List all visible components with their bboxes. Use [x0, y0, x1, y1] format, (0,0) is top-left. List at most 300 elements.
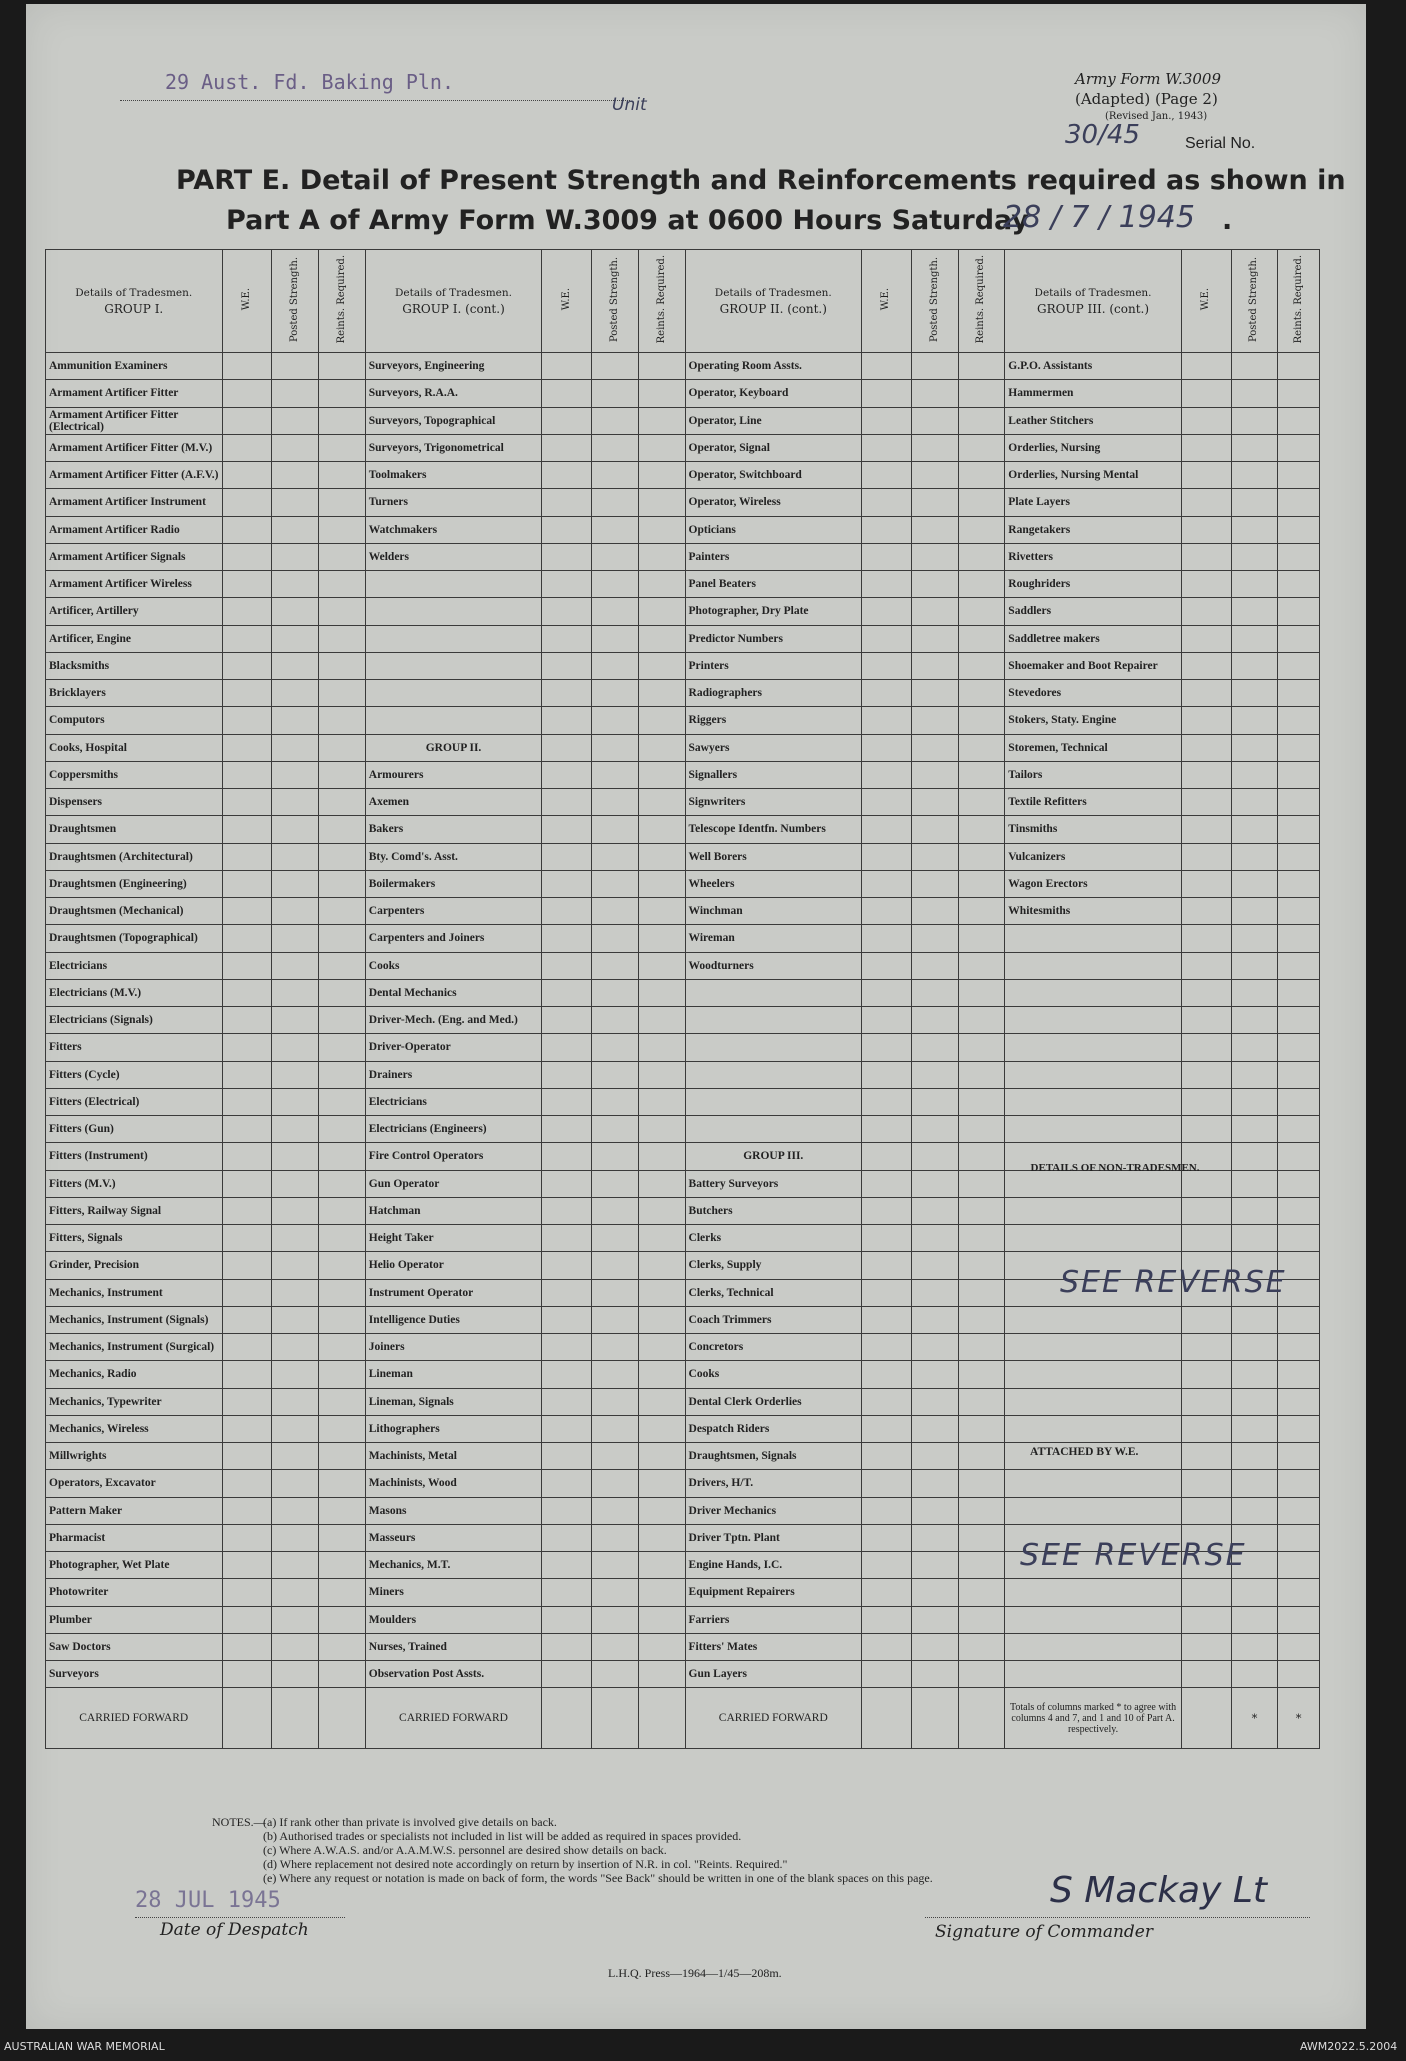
posted-strength-cell[interactable] [1231, 407, 1278, 434]
posted-strength-cell[interactable] [911, 952, 958, 979]
reints-required-cell[interactable] [638, 1143, 685, 1170]
posted-strength-cell[interactable] [272, 979, 319, 1006]
reints-required-cell[interactable] [1278, 625, 1320, 652]
reints-required-cell[interactable] [1278, 1388, 1320, 1415]
reints-required-cell[interactable] [1278, 1470, 1320, 1497]
reints-required-cell[interactable] [1278, 925, 1320, 952]
reints-required-cell[interactable] [1278, 1524, 1320, 1551]
we-cell[interactable] [222, 734, 272, 761]
reints-required-cell[interactable] [1278, 979, 1320, 1006]
we-cell[interactable] [222, 489, 272, 516]
we-cell[interactable] [542, 489, 592, 516]
we-cell[interactable] [1181, 1497, 1231, 1524]
posted-strength-cell[interactable] [592, 1034, 639, 1061]
posted-strength-cell[interactable] [272, 1606, 319, 1633]
we-cell[interactable] [1181, 1088, 1231, 1115]
we-cell[interactable] [1181, 407, 1231, 434]
reints-required-cell[interactable] [1278, 680, 1320, 707]
reints-required-cell[interactable] [1278, 707, 1320, 734]
posted-strength-cell[interactable] [911, 1661, 958, 1688]
posted-strength-cell[interactable] [911, 571, 958, 598]
we-cell[interactable] [542, 353, 592, 380]
posted-strength-cell[interactable] [272, 1225, 319, 1252]
we-cell[interactable] [862, 1497, 912, 1524]
we-cell[interactable] [862, 925, 912, 952]
reints-required-cell[interactable] [319, 1443, 366, 1470]
reints-required-cell[interactable] [319, 761, 366, 788]
reints-required-cell[interactable] [1278, 1225, 1320, 1252]
reints-required-cell[interactable] [638, 1252, 685, 1279]
reints-required-cell[interactable] [638, 1197, 685, 1224]
we-cell[interactable] [222, 571, 272, 598]
reints-required-cell[interactable] [638, 489, 685, 516]
we-cell[interactable] [862, 1225, 912, 1252]
we-cell[interactable] [542, 1388, 592, 1415]
posted-strength-cell[interactable] [911, 707, 958, 734]
posted-strength-cell[interactable] [911, 843, 958, 870]
posted-strength-cell[interactable] [1231, 1443, 1278, 1470]
posted-strength-cell[interactable] [272, 1497, 319, 1524]
we-cell[interactable] [1181, 598, 1231, 625]
we-cell[interactable] [1181, 1007, 1231, 1034]
posted-strength-cell[interactable] [1231, 489, 1278, 516]
we-cell[interactable] [222, 898, 272, 925]
reints-required-cell[interactable] [1278, 489, 1320, 516]
we-cell[interactable] [1181, 1034, 1231, 1061]
reints-required-cell[interactable] [319, 1334, 366, 1361]
we-cell[interactable] [1181, 434, 1231, 461]
we-cell[interactable] [222, 1061, 272, 1088]
posted-strength-cell[interactable] [911, 789, 958, 816]
posted-strength-cell[interactable] [1231, 1361, 1278, 1388]
posted-strength-cell[interactable] [1231, 925, 1278, 952]
reints-required-cell[interactable] [638, 1497, 685, 1524]
reints-required-cell[interactable] [958, 543, 1005, 570]
reints-required-cell[interactable] [638, 516, 685, 543]
we-cell[interactable] [222, 816, 272, 843]
reints-required-cell[interactable] [319, 571, 366, 598]
reints-required-cell[interactable] [319, 1279, 366, 1306]
posted-strength-cell[interactable] [272, 1661, 319, 1688]
we-cell[interactable] [542, 1688, 592, 1749]
we-cell[interactable] [222, 462, 272, 489]
we-cell[interactable] [222, 789, 272, 816]
we-cell[interactable] [862, 1252, 912, 1279]
posted-strength-cell[interactable] [911, 816, 958, 843]
we-cell[interactable] [222, 380, 272, 407]
reints-required-cell[interactable] [1278, 543, 1320, 570]
reints-required-cell[interactable] [958, 1034, 1005, 1061]
posted-strength-cell[interactable] [1231, 789, 1278, 816]
posted-strength-cell[interactable] [592, 1279, 639, 1306]
posted-strength-cell[interactable] [911, 353, 958, 380]
reints-required-cell[interactable] [319, 1524, 366, 1551]
posted-strength-cell[interactable] [272, 652, 319, 679]
posted-strength-cell[interactable] [1231, 1061, 1278, 1088]
posted-strength-cell[interactable] [1231, 543, 1278, 570]
posted-strength-cell[interactable] [272, 380, 319, 407]
we-cell[interactable] [862, 1415, 912, 1442]
posted-strength-cell[interactable] [1231, 1197, 1278, 1224]
we-cell[interactable] [1181, 1443, 1231, 1470]
posted-strength-cell[interactable] [592, 1197, 639, 1224]
posted-strength-cell[interactable] [592, 680, 639, 707]
reints-required-cell[interactable] [638, 761, 685, 788]
we-cell[interactable] [862, 789, 912, 816]
posted-strength-cell[interactable] [1231, 1633, 1278, 1660]
reints-required-cell[interactable] [958, 1415, 1005, 1442]
reints-required-cell[interactable] [1278, 1497, 1320, 1524]
we-cell[interactable] [222, 1252, 272, 1279]
posted-strength-cell[interactable] [911, 925, 958, 952]
we-cell[interactable] [542, 1443, 592, 1470]
we-cell[interactable] [862, 843, 912, 870]
posted-strength-cell[interactable] [1231, 1170, 1278, 1197]
reints-required-cell[interactable] [319, 353, 366, 380]
we-cell[interactable] [862, 1170, 912, 1197]
we-cell[interactable] [542, 598, 592, 625]
posted-strength-cell[interactable] [911, 1279, 958, 1306]
reints-required-cell[interactable] [638, 1415, 685, 1442]
we-cell[interactable] [222, 1606, 272, 1633]
reints-required-cell[interactable] [958, 1061, 1005, 1088]
posted-strength-cell[interactable] [592, 1306, 639, 1333]
we-cell[interactable] [862, 571, 912, 598]
posted-strength-cell[interactable] [272, 707, 319, 734]
we-cell[interactable] [1181, 353, 1231, 380]
posted-strength-cell[interactable] [1231, 516, 1278, 543]
we-cell[interactable] [1181, 1306, 1231, 1333]
reints-required-cell[interactable] [1278, 1579, 1320, 1606]
reints-required-cell[interactable] [1278, 434, 1320, 461]
reints-required-cell[interactable] [1278, 353, 1320, 380]
posted-strength-cell[interactable] [911, 489, 958, 516]
reints-required-cell[interactable] [638, 1116, 685, 1143]
reints-required-cell[interactable] [1278, 462, 1320, 489]
reints-required-cell[interactable] [1278, 652, 1320, 679]
we-cell[interactable] [542, 462, 592, 489]
posted-strength-cell[interactable] [272, 816, 319, 843]
reints-required-cell[interactable] [958, 843, 1005, 870]
posted-strength-cell[interactable] [911, 1116, 958, 1143]
we-cell[interactable] [222, 1361, 272, 1388]
posted-strength-cell[interactable] [592, 571, 639, 598]
we-cell[interactable] [222, 1688, 272, 1749]
posted-strength-cell[interactable] [1231, 1415, 1278, 1442]
posted-strength-cell[interactable] [1231, 625, 1278, 652]
reints-required-cell[interactable] [1278, 843, 1320, 870]
posted-strength-cell[interactable] [911, 1034, 958, 1061]
we-cell[interactable] [1181, 1225, 1231, 1252]
we-cell[interactable] [542, 1415, 592, 1442]
posted-strength-cell[interactable] [272, 1388, 319, 1415]
we-cell[interactable] [222, 1225, 272, 1252]
posted-strength-cell[interactable] [592, 1633, 639, 1660]
we-cell[interactable] [862, 1579, 912, 1606]
posted-strength-cell[interactable] [911, 1470, 958, 1497]
reints-required-cell[interactable] [958, 734, 1005, 761]
reints-required-cell[interactable] [319, 1116, 366, 1143]
reints-required-cell[interactable] [958, 1361, 1005, 1388]
reints-required-cell[interactable] [958, 489, 1005, 516]
we-cell[interactable] [542, 1579, 592, 1606]
reints-required-cell[interactable] [319, 625, 366, 652]
we-cell[interactable] [542, 625, 592, 652]
we-cell[interactable] [222, 1334, 272, 1361]
reints-required-cell[interactable] [638, 1306, 685, 1333]
posted-strength-cell[interactable] [911, 1143, 958, 1170]
reints-required-cell[interactable] [1278, 1552, 1320, 1579]
posted-strength-cell[interactable] [592, 1524, 639, 1551]
we-cell[interactable] [862, 680, 912, 707]
reints-required-cell[interactable] [958, 1116, 1005, 1143]
reints-required-cell[interactable] [319, 789, 366, 816]
posted-strength-cell[interactable] [592, 652, 639, 679]
we-cell[interactable] [862, 652, 912, 679]
we-cell[interactable] [862, 516, 912, 543]
reints-required-cell[interactable] [958, 516, 1005, 543]
posted-strength-cell[interactable] [272, 462, 319, 489]
we-cell[interactable] [862, 1633, 912, 1660]
we-cell[interactable] [542, 1661, 592, 1688]
we-cell[interactable] [542, 761, 592, 788]
we-cell[interactable] [1181, 870, 1231, 897]
posted-strength-cell[interactable] [911, 1606, 958, 1633]
reints-required-cell[interactable] [1278, 1361, 1320, 1388]
we-cell[interactable] [542, 1497, 592, 1524]
we-cell[interactable] [1181, 761, 1231, 788]
reints-required-cell[interactable] [319, 707, 366, 734]
we-cell[interactable] [542, 1306, 592, 1333]
reints-required-cell[interactable] [638, 434, 685, 461]
reints-required-cell[interactable] [958, 898, 1005, 925]
reints-required-cell[interactable] [958, 1088, 1005, 1115]
we-cell[interactable] [1181, 1470, 1231, 1497]
reints-required-cell[interactable] [958, 625, 1005, 652]
we-cell[interactable] [542, 734, 592, 761]
we-cell[interactable] [862, 1334, 912, 1361]
we-cell[interactable] [1181, 1061, 1231, 1088]
we-cell[interactable] [542, 1633, 592, 1660]
reints-required-cell[interactable] [1278, 898, 1320, 925]
reints-required-cell[interactable] [638, 1061, 685, 1088]
posted-strength-cell[interactable] [911, 598, 958, 625]
reints-required-cell[interactable] [319, 1252, 366, 1279]
posted-strength-cell[interactable] [272, 353, 319, 380]
we-cell[interactable] [222, 1497, 272, 1524]
we-cell[interactable] [1181, 489, 1231, 516]
posted-strength-cell[interactable] [592, 707, 639, 734]
we-cell[interactable] [1181, 1170, 1231, 1197]
we-cell[interactable] [222, 543, 272, 570]
reints-required-cell[interactable] [958, 1688, 1005, 1749]
reints-required-cell[interactable] [319, 816, 366, 843]
posted-strength-cell[interactable] [911, 380, 958, 407]
we-cell[interactable] [222, 1306, 272, 1333]
reints-required-cell[interactable] [958, 1306, 1005, 1333]
posted-strength-cell[interactable] [272, 1088, 319, 1115]
reints-required-cell[interactable] [638, 1388, 685, 1415]
reints-required-cell[interactable] [958, 462, 1005, 489]
we-cell[interactable] [222, 1552, 272, 1579]
reints-required-cell[interactable] [958, 789, 1005, 816]
posted-strength-cell[interactable] [592, 380, 639, 407]
posted-strength-cell[interactable] [592, 925, 639, 952]
posted-strength-cell[interactable] [592, 516, 639, 543]
posted-strength-cell[interactable] [1231, 707, 1278, 734]
reints-required-cell[interactable] [958, 952, 1005, 979]
reints-required-cell[interactable] [958, 1170, 1005, 1197]
posted-strength-cell[interactable] [911, 434, 958, 461]
posted-strength-cell[interactable] [1231, 652, 1278, 679]
reints-required-cell[interactable] [958, 598, 1005, 625]
posted-strength-cell[interactable] [911, 1552, 958, 1579]
we-cell[interactable] [542, 1116, 592, 1143]
reints-required-cell[interactable] [319, 380, 366, 407]
reints-required-cell[interactable] [319, 1579, 366, 1606]
posted-strength-cell[interactable] [911, 1688, 958, 1749]
reints-required-cell[interactable] [638, 1034, 685, 1061]
posted-strength-cell[interactable] [272, 489, 319, 516]
posted-strength-cell[interactable] [272, 1007, 319, 1034]
we-cell[interactable] [222, 979, 272, 1006]
posted-strength-cell[interactable] [592, 434, 639, 461]
we-cell[interactable] [1181, 462, 1231, 489]
we-cell[interactable] [222, 1088, 272, 1115]
posted-strength-cell[interactable] [272, 1334, 319, 1361]
reints-required-cell[interactable] [958, 1252, 1005, 1279]
reints-required-cell[interactable] [1278, 516, 1320, 543]
posted-strength-cell[interactable] [592, 1007, 639, 1034]
posted-strength-cell[interactable] [911, 1197, 958, 1224]
posted-strength-cell[interactable] [1231, 1034, 1278, 1061]
reints-required-cell[interactable] [638, 1470, 685, 1497]
we-cell[interactable] [222, 1443, 272, 1470]
we-cell[interactable] [862, 1007, 912, 1034]
posted-strength-cell[interactable] [911, 1170, 958, 1197]
posted-strength-cell[interactable] [272, 761, 319, 788]
reints-required-cell[interactable] [319, 1415, 366, 1442]
posted-strength-cell[interactable] [592, 816, 639, 843]
posted-strength-cell[interactable] [911, 1443, 958, 1470]
we-cell[interactable] [222, 434, 272, 461]
posted-strength-cell[interactable] [592, 1170, 639, 1197]
reints-required-cell[interactable] [638, 898, 685, 925]
we-cell[interactable] [542, 843, 592, 870]
posted-strength-cell[interactable] [272, 571, 319, 598]
we-cell[interactable] [542, 1334, 592, 1361]
we-cell[interactable] [222, 598, 272, 625]
reints-required-cell[interactable] [638, 1443, 685, 1470]
posted-strength-cell[interactable] [911, 652, 958, 679]
reints-required-cell[interactable] [1278, 1606, 1320, 1633]
we-cell[interactable] [862, 1361, 912, 1388]
we-cell[interactable] [1181, 1579, 1231, 1606]
posted-strength-cell[interactable] [911, 462, 958, 489]
reints-required-cell[interactable] [1278, 1633, 1320, 1660]
we-cell[interactable] [862, 870, 912, 897]
reints-required-cell[interactable] [319, 1225, 366, 1252]
posted-strength-cell[interactable] [1231, 1497, 1278, 1524]
reints-required-cell[interactable] [319, 652, 366, 679]
posted-strength-cell[interactable] [592, 1361, 639, 1388]
posted-strength-cell[interactable] [272, 1143, 319, 1170]
we-cell[interactable] [1181, 1633, 1231, 1660]
posted-strength-cell[interactable] [592, 1415, 639, 1442]
reints-required-cell[interactable] [1278, 571, 1320, 598]
reints-required-cell[interactable] [319, 1361, 366, 1388]
posted-strength-cell[interactable] [911, 543, 958, 570]
posted-strength-cell[interactable] [1231, 1143, 1278, 1170]
reints-required-cell[interactable] [1278, 1034, 1320, 1061]
posted-strength-cell[interactable] [1231, 816, 1278, 843]
posted-strength-cell[interactable] [592, 761, 639, 788]
reints-required-cell[interactable] [319, 462, 366, 489]
we-cell[interactable] [222, 1007, 272, 1034]
reints-required-cell[interactable] [638, 625, 685, 652]
we-cell[interactable] [222, 1143, 272, 1170]
reints-required-cell[interactable] [319, 1088, 366, 1115]
reints-required-cell[interactable] [1278, 789, 1320, 816]
posted-strength-cell[interactable] [272, 1633, 319, 1660]
posted-strength-cell[interactable] [272, 1306, 319, 1333]
posted-strength-cell[interactable] [592, 898, 639, 925]
we-cell[interactable] [542, 816, 592, 843]
reints-required-cell[interactable] [319, 1606, 366, 1633]
we-cell[interactable] [1181, 652, 1231, 679]
posted-strength-cell[interactable] [272, 1279, 319, 1306]
we-cell[interactable] [222, 407, 272, 434]
we-cell[interactable] [1181, 1415, 1231, 1442]
reints-required-cell[interactable] [638, 1170, 685, 1197]
we-cell[interactable] [862, 1661, 912, 1688]
we-cell[interactable] [1181, 625, 1231, 652]
we-cell[interactable] [542, 1552, 592, 1579]
reints-required-cell[interactable] [638, 1334, 685, 1361]
we-cell[interactable] [1181, 1388, 1231, 1415]
reints-required-cell[interactable] [638, 353, 685, 380]
reints-required-cell[interactable] [319, 516, 366, 543]
posted-strength-cell[interactable] [272, 1170, 319, 1197]
we-cell[interactable] [542, 1088, 592, 1115]
posted-strength-cell[interactable] [1231, 1116, 1278, 1143]
reints-required-cell[interactable] [1278, 1443, 1320, 1470]
reints-required-cell[interactable] [638, 462, 685, 489]
we-cell[interactable] [222, 1170, 272, 1197]
posted-strength-cell[interactable] [272, 1061, 319, 1088]
we-cell[interactable] [862, 1388, 912, 1415]
posted-strength-cell[interactable] [1231, 1225, 1278, 1252]
posted-strength-cell[interactable] [911, 516, 958, 543]
posted-strength-cell[interactable] [592, 1088, 639, 1115]
we-cell[interactable] [862, 462, 912, 489]
reints-required-cell[interactable] [319, 543, 366, 570]
posted-strength-cell[interactable] [1231, 462, 1278, 489]
reints-required-cell[interactable] [958, 1661, 1005, 1688]
posted-strength-cell[interactable] [592, 598, 639, 625]
reints-required-cell[interactable] [958, 979, 1005, 1006]
reints-required-cell[interactable] [319, 1061, 366, 1088]
posted-strength-cell[interactable] [272, 1415, 319, 1442]
we-cell[interactable] [1181, 571, 1231, 598]
posted-strength-cell[interactable] [272, 925, 319, 952]
we-cell[interactable] [222, 843, 272, 870]
reints-required-cell[interactable] [638, 979, 685, 1006]
we-cell[interactable] [222, 925, 272, 952]
reints-required-cell[interactable] [638, 925, 685, 952]
we-cell[interactable] [542, 1252, 592, 1279]
reints-required-cell[interactable] [958, 761, 1005, 788]
